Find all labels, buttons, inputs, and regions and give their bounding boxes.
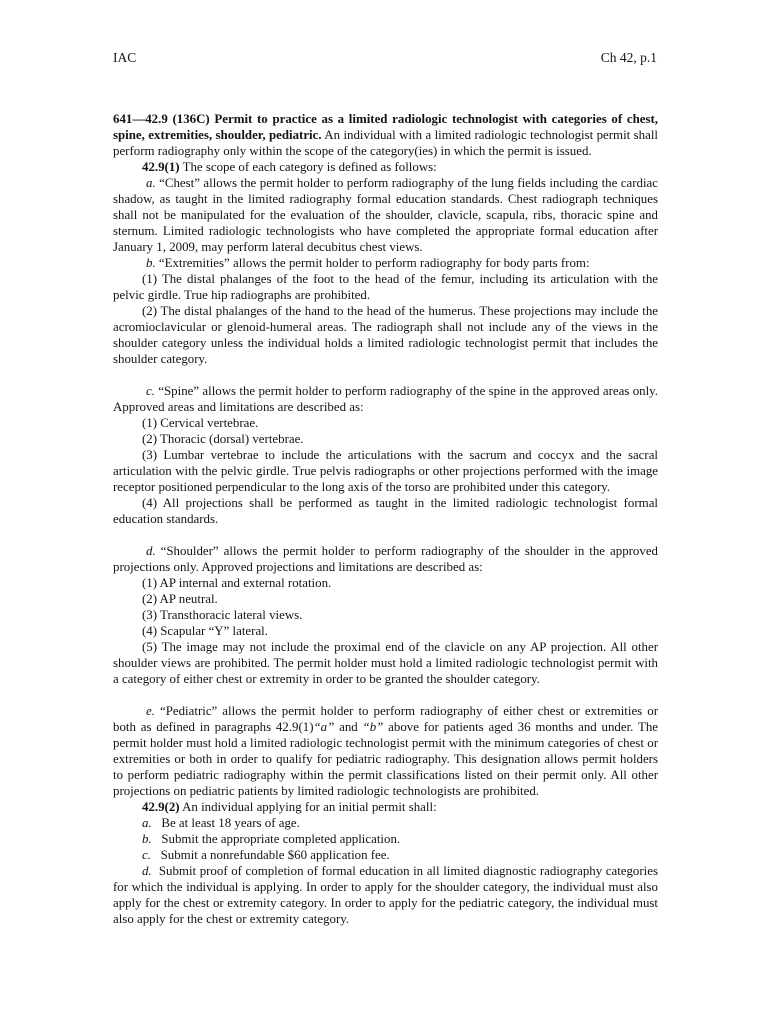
rule-heading-paragraph: [113, 111, 658, 159]
running-header-left: IAC: [113, 50, 137, 65]
para-text: Be at least 18 years of age.: [161, 816, 300, 830]
requirement-d: [113, 863, 658, 927]
rule-heading: 641—42.9 (136C) Permit to practice as a limited radiologic technologist with categories of chest, spine, extremities, shoulder, pediatric.: [113, 112, 658, 142]
document-body: [113, 111, 658, 927]
para-text: “Chest” allows the permit holder to perform radiography of the lung fields including the cardiac shadow, as taught in the limited radiography formal education standards. Chest radiograph techniques shall not be manipulated for the evaluation of the shoulder, clavicle, scapula, ribs, thoracic spine and sternum. Limited radiologic technologists who have completed the appropriate formal education after January 1, 2009, may perform lateral decubitus chest views.: [113, 176, 658, 254]
para-label: c.: [142, 848, 151, 862]
list-item: (3) Transthoracic lateral views.: [142, 608, 303, 622]
para-e-pediatric: [113, 703, 658, 799]
para-text: “Extremities” allows the permit holder to perform radiography for body parts from:: [155, 256, 590, 270]
list-item: (2) Thoracic (dorsal) vertebrae.: [142, 432, 304, 446]
list-item: (1) AP internal and external rotation.: [142, 576, 332, 590]
para-label: d.: [146, 544, 156, 558]
para-d-shoulder: [113, 543, 658, 575]
paragraph-reference: “b”: [362, 720, 384, 734]
list-item: (3) Lumbar vertebrae to include the articulations with the sacrum and coccyx and the sacral articulation with the pelvic girdle. True pelvis radiographs or other projections performed with the image receptor positioned perpendicular to the long axis of the torso are prohibited under this category.: [113, 448, 658, 494]
para-label: a.: [146, 176, 156, 190]
para-label: d.: [142, 864, 152, 878]
list-item: (2) AP neutral.: [142, 592, 218, 606]
para-label: b.: [142, 832, 152, 846]
list-item: (4) All projections shall be performed as taught in the limited radiologic technologist formal education standards.: [113, 496, 658, 526]
subrule-2: [113, 799, 658, 815]
spacer: [113, 527, 658, 543]
para-text: Submit the appropriate completed application.: [161, 832, 401, 846]
para-text: “Shoulder” allows the permit holder to perform radiography of the shoulder in the approved projections only. Approved projections and limitations are described as:: [113, 544, 658, 574]
requirement-b: [113, 831, 658, 847]
spacer: [113, 367, 658, 383]
para-c-spine: [113, 383, 658, 415]
para-label: a.: [142, 816, 152, 830]
list-item: (2) The distal phalanges of the hand to the head of the humerus. These projections may include the acromioclavicular or glenoid-humeral areas. The radiograph shall not include any of the views in the shoulder category unless the individual holds a limited radiologic technologist permit that includes the shoulder category.: [113, 304, 658, 366]
rule-intro: An individual with a limited radiologic technologist permit shall perform radiography only within the scope of the category(ies) in which the permit is issued.: [113, 128, 659, 158]
para-text: Submit a nonrefundable $60 application fee.: [160, 848, 390, 862]
list-item: (1) The distal phalanges of the foot to the head of the femur, including its articulation with the pelvic girdle. True hip radiographs are prohibited.: [113, 272, 658, 302]
subrule-1: [113, 159, 658, 175]
para-text: and: [334, 720, 363, 734]
subrule-2-number: 42.9(2): [142, 800, 180, 814]
para-b-extremities: [113, 255, 658, 271]
para-text: “Pediatric” allows the permit holder to perform radiography of either chest or extremities or both as defined in paragraphs 42.9(1): [113, 704, 658, 734]
para-a-chest: [113, 175, 658, 255]
requirement-a: [113, 815, 658, 831]
subrule-1-text: The scope of each category is defined as follows:: [179, 160, 437, 174]
paragraph-reference: “a”: [313, 720, 335, 734]
para-label: e.: [146, 704, 155, 718]
subrule-2-text: An individual applying for an initial permit shall:: [179, 800, 437, 814]
list-item: (1) Cervical vertebrae.: [142, 416, 259, 430]
running-header-right: Ch 42, p.1: [600, 50, 657, 65]
requirement-c: [113, 847, 658, 863]
para-label: c.: [146, 384, 155, 398]
para-text: Submit proof of completion of formal education in all limited diagnostic radiography categories for which the individual is applying. In order to apply for the shoulder category, the individual must also apply for the chest or extremity category. In order to apply for the pediatric category, the individual must also apply for the chest or extremity category.: [113, 864, 658, 926]
para-label: b.: [146, 256, 156, 270]
list-item: (5) The image may not include the proximal end of the clavicle on any AP projection. All other shoulder views are prohibited. The permit holder must hold a limited radiologic technologist permit with a category of either chest or extremity in order to be granted the shoulder category.: [113, 640, 658, 686]
subrule-1-number: 42.9(1): [142, 160, 180, 174]
para-text: “Spine” allows the permit holder to perform radiography of the spine in the approved areas only. Approved areas and limitations are described as:: [113, 384, 658, 414]
spacer: [113, 687, 658, 703]
para-text: above for patients aged 36 months and under. The permit holder must hold a limited radiologic technologist permit with the minimum categories of chest or extremities or both in order to qualify for pediatric radiography. This designation allows permit holders to perform pediatric radiography within the permit classifications listed on their permit only. All other projections on pediatric patients by limited radiologic technologists are prohibited.: [113, 720, 658, 798]
list-item: (4) Scapular “Y” lateral.: [142, 624, 268, 638]
